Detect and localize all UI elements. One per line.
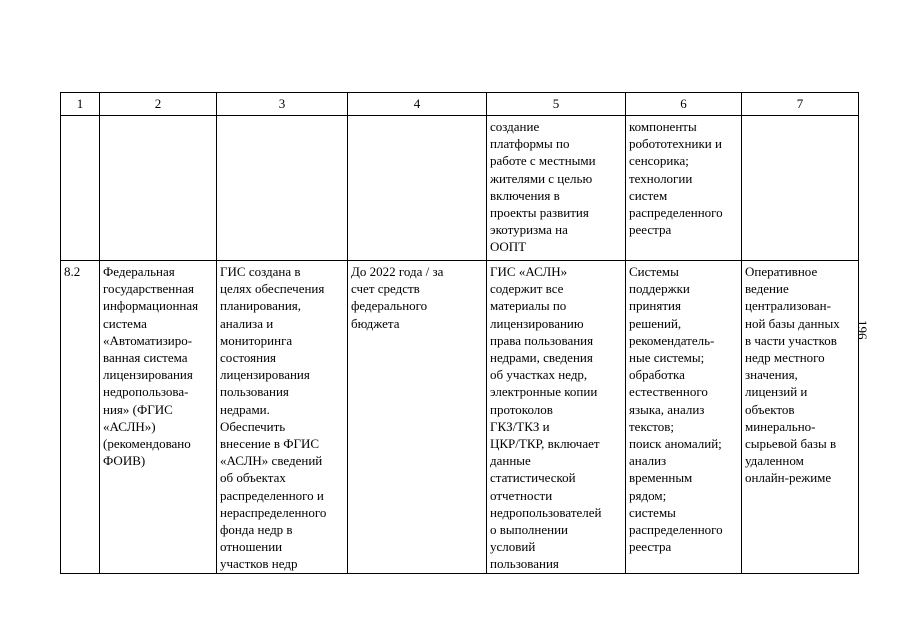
table-cell: До 2022 года / за счет средств федерального бюджета	[348, 261, 487, 574]
table-row	[61, 261, 859, 574]
header-cell: 3	[217, 93, 348, 116]
table-cell: Федеральная государственная информационная система «Автоматизиро- ванная система лицензирования недропользова- ния» (ФГИС «АСЛН») (рекомендовано ФОИВ)	[100, 261, 217, 574]
document-table	[60, 92, 859, 574]
table-cell: Оперативное ведение централизован- ной базы данных в части участков недр местного значения, лицензий и объектов минерально- сырьевой базы в удаленном онлайн-режиме	[742, 261, 859, 574]
table-cell: ГИС создана в целях обеспечения планирования, анализа и мониторинга состояния лицензирования пользования недрами. Обеспечить внесение в ФГИС «АСЛН» сведений об объектах распределенного и нераспределенного фонда недр в отношении участков недр	[217, 261, 348, 574]
table-cell	[348, 116, 487, 261]
table-cell: создание платформы по работе с местными жителями с целью включения в проекты развития экотуризма на ООПТ	[487, 116, 626, 261]
header-cell: 7	[742, 93, 859, 116]
header-row	[61, 93, 859, 116]
table-cell	[61, 116, 100, 261]
header-cell: 5	[487, 93, 626, 116]
row-number-cell: 8.2	[61, 261, 100, 574]
header-cell: 2	[100, 93, 217, 116]
table-cell	[100, 116, 217, 261]
page-number: 196	[855, 320, 870, 340]
table-cell: ГИС «АСЛН» содержит все материалы по лицензированию права пользования недрами, сведения об участках недр, электронные копии протоколов ГКЗ/ТКЗ и ЦКР/ТКР, включает данные статистической отчетности недропользователей о выполнении условий пользования	[487, 261, 626, 574]
table-row	[61, 116, 859, 261]
table-cell: Системы поддержки принятия решений, рекомендатель- ные системы; обработка естественного языка, анализ текстов; поиск аномалий; анализ временным рядом; системы распределенного реестра	[626, 261, 742, 574]
header-cell: 4	[348, 93, 487, 116]
table-cell	[742, 116, 859, 261]
header-cell: 1	[61, 93, 100, 116]
table-cell	[217, 116, 348, 261]
header-cell: 6	[626, 93, 742, 116]
table-cell: компоненты робототехники и сенсорика; технологии систем распределенного реестра	[626, 116, 742, 261]
